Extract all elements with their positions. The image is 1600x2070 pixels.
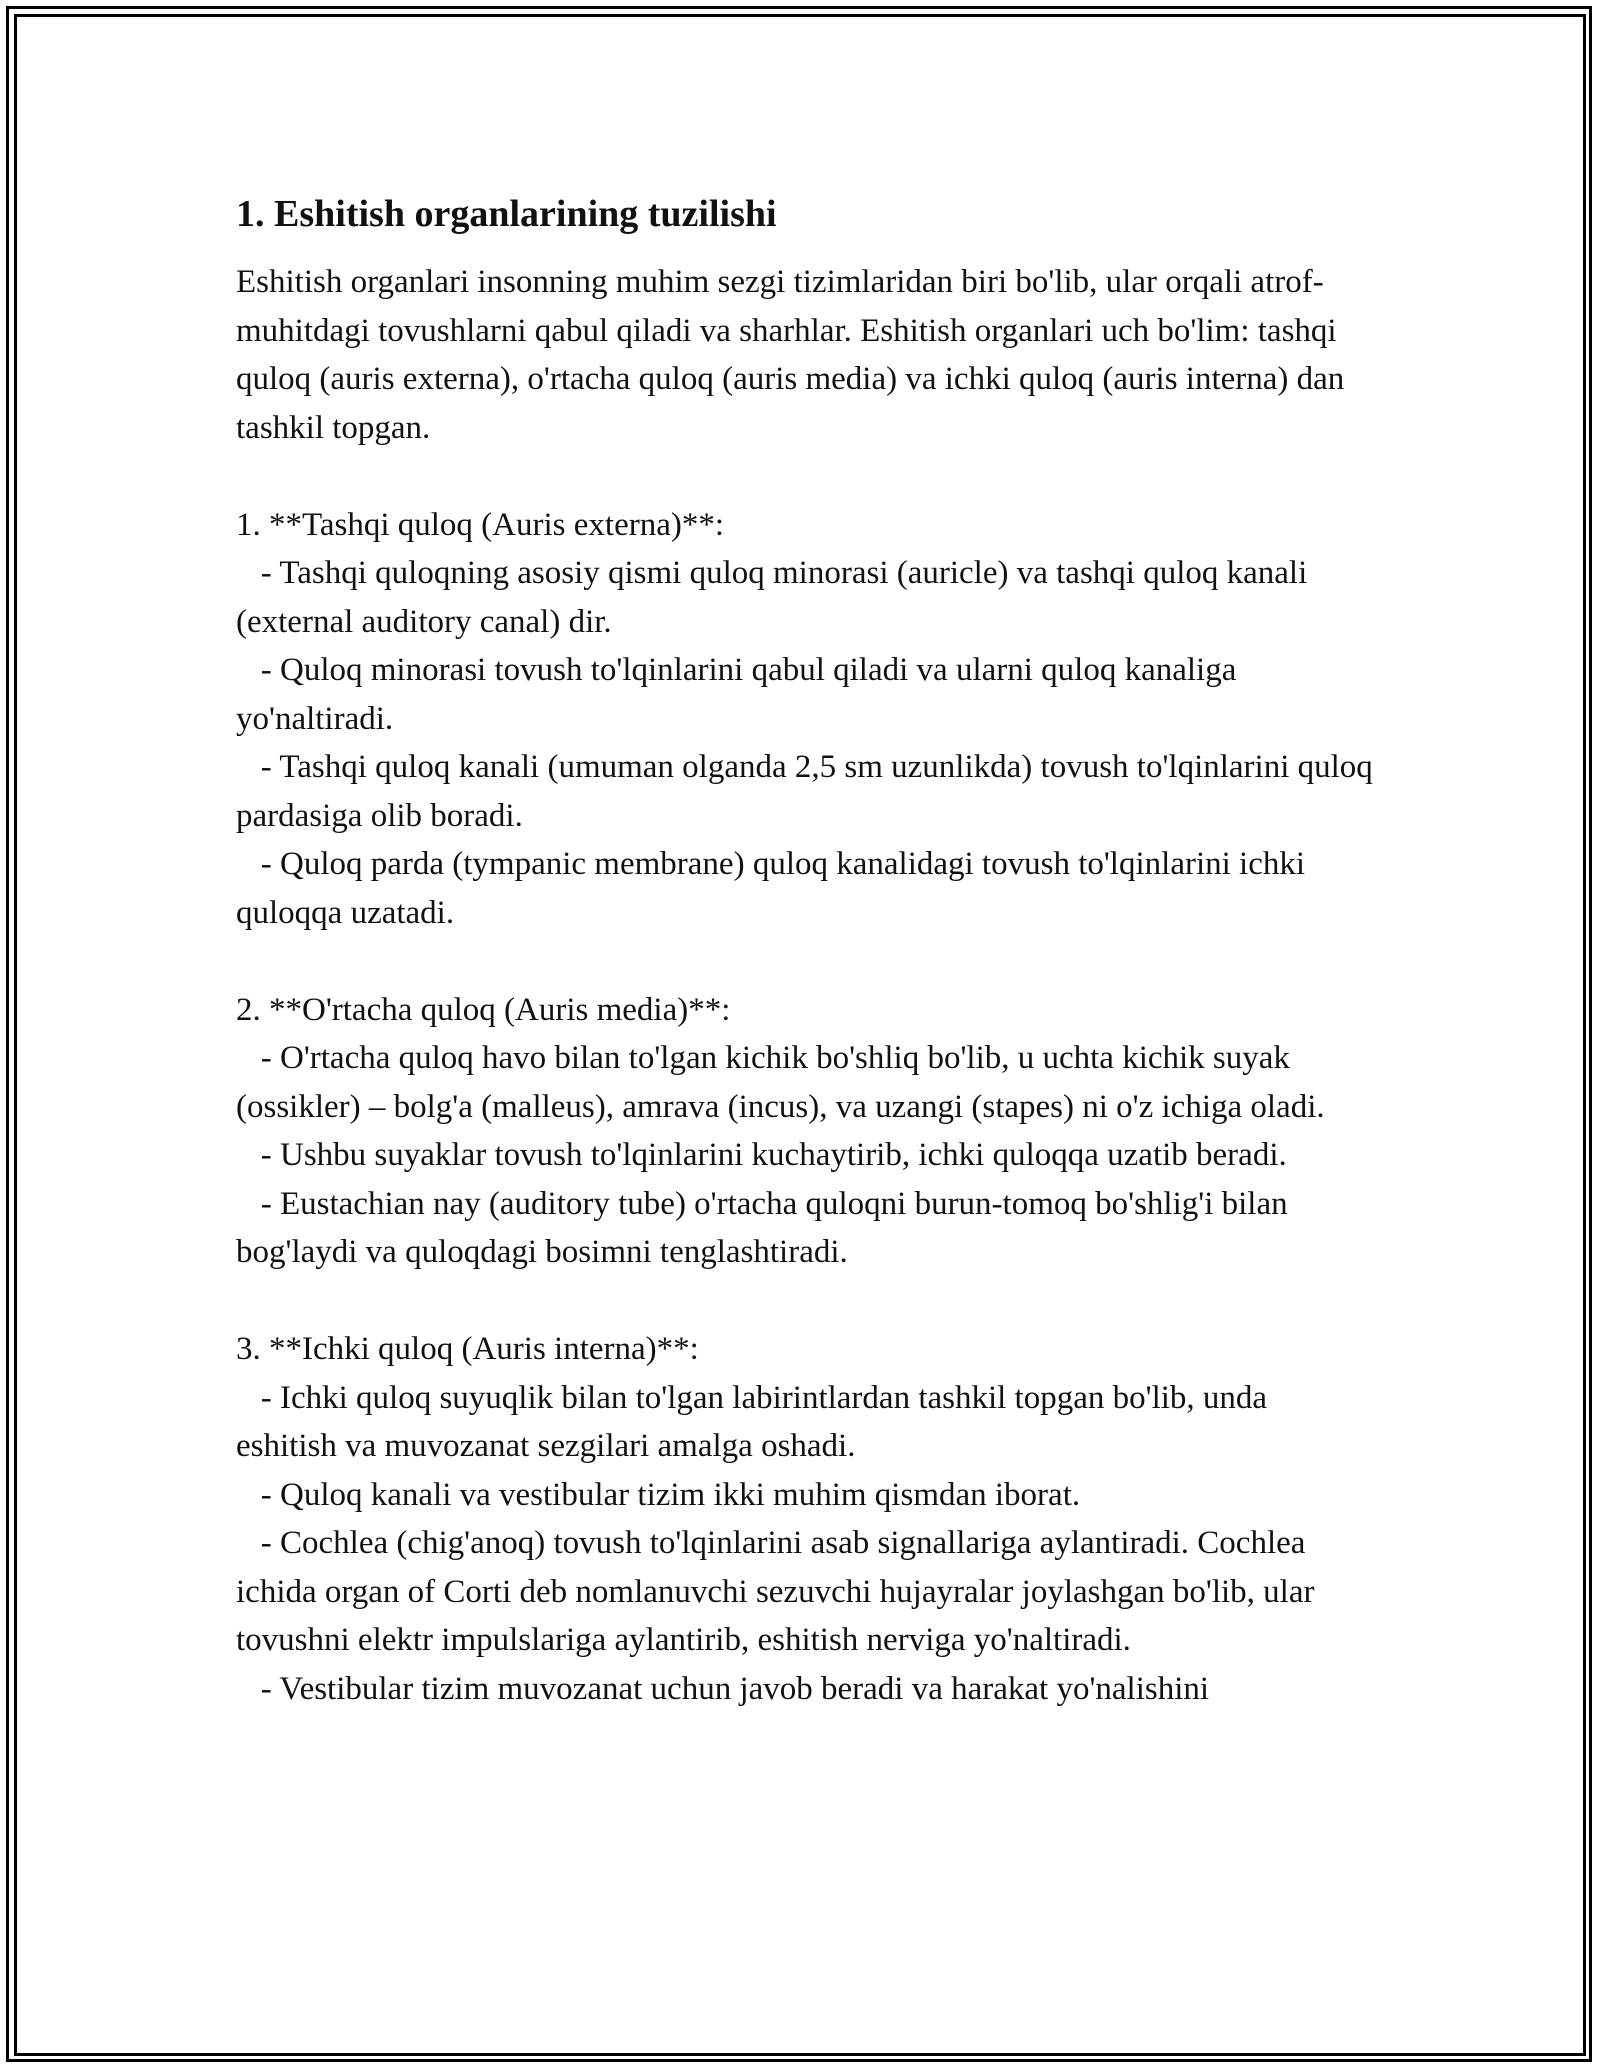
list-item: - Tashqi quloq kanali (umuman olganda 2,5 sm uzunlikda) tovush to'lqinlarini quloq pardasiga olib boradi.	[236, 749, 1382, 834]
list-item: - Tashqi quloqning asosiy qismi quloq minorasi (auricle) va tashqi quloq kanali (external auditory canal) dir.	[236, 555, 1316, 640]
list-item: - Quloq kanali va vestibular tizim ikki muhim qismdan iborat.	[236, 1476, 1081, 1513]
section-ortacha-quloq	[236, 986, 1376, 1277]
paragraph-gap	[236, 1277, 1376, 1326]
list-item: - Ushbu suyaklar tovush to'lqinlarini kuchaytirib, ichki quloqqa uzatib beradi.	[236, 1137, 1287, 1173]
list-item: - Eustachian nay (auditory tube) o'rtacha quloqni burun-tomoq bo'shlig'i bilan bog'laydi va quloqdagi bosimni tenglashtiradi.	[236, 1185, 1296, 1270]
document-title: 1. Eshitish organlarining tuzilishi	[236, 193, 777, 235]
section-heading: 3. **Ichki quloq (Auris interna)**:	[236, 1331, 699, 1367]
section-tashqi-quloq	[236, 501, 1382, 938]
list-item: - O'rtacha quloq havo bilan to'lgan kichik bo'shliq bo'lib, u uchta kichik suyak (ossikler) – bolg'a (malleus), amrava (incus), va uzangi (stapes) ni o'z ichiga oladi.	[236, 1040, 1325, 1125]
paragraph-gap	[236, 452, 1376, 501]
paragraph-gap	[236, 937, 1376, 986]
list-item: - Vestibular tizim muvozanat uchun javob beradi va harakat yo'nalishini	[236, 1670, 1210, 1707]
list-item: - Quloq parda (tympanic membrane) quloq kanalidagi tovush to'lqinlarini ichki quloqqa uzatadi.	[236, 846, 1314, 931]
list-item: - Cochlea (chig'anoq) tovush to'lqinlarini asab signallariga aylantiradi. Cochlea ichida organ of Corti deb nomlanuvchi sezuvchi hujayralar joylashgan bo'lib, ular tovushni elektr impulslariga aylantirib, eshitish nerviga yo'naltiradi.	[236, 1525, 1323, 1658]
document-body	[236, 190, 1382, 1713]
list-item: - Quloq minorasi tovush to'lqinlarini qabul qiladi va ularni quloq kanaliga yo'naltiradi.	[236, 652, 1245, 737]
section-heading: 2. **O'rtacha quloq (Auris media)**:	[236, 991, 731, 1028]
intro-paragraph: Eshitish organlari insonning muhim sezgi tizimlaridan biri bo'lib, ular orqali atrof-muhitdagi tovushlarni qabul qiladi va sharhlar. Eshitish organlari uch bo'lim: tashqi quloq (auris externa), o'rtacha quloq (auris media) va ichki quloq (auris interna) dan tashkil topgan.	[236, 264, 1353, 446]
section-ichki-quloq	[236, 1325, 1376, 1713]
section-heading: 1. **Tashqi quloq (Auris externa)**:	[236, 506, 725, 543]
list-item: - Ichki quloq suyuqlik bilan to'lgan labirintlardan tashkil topgan bo'lib, unda eshitish va muvozanat sezgilari amalga oshadi.	[236, 1379, 1276, 1464]
